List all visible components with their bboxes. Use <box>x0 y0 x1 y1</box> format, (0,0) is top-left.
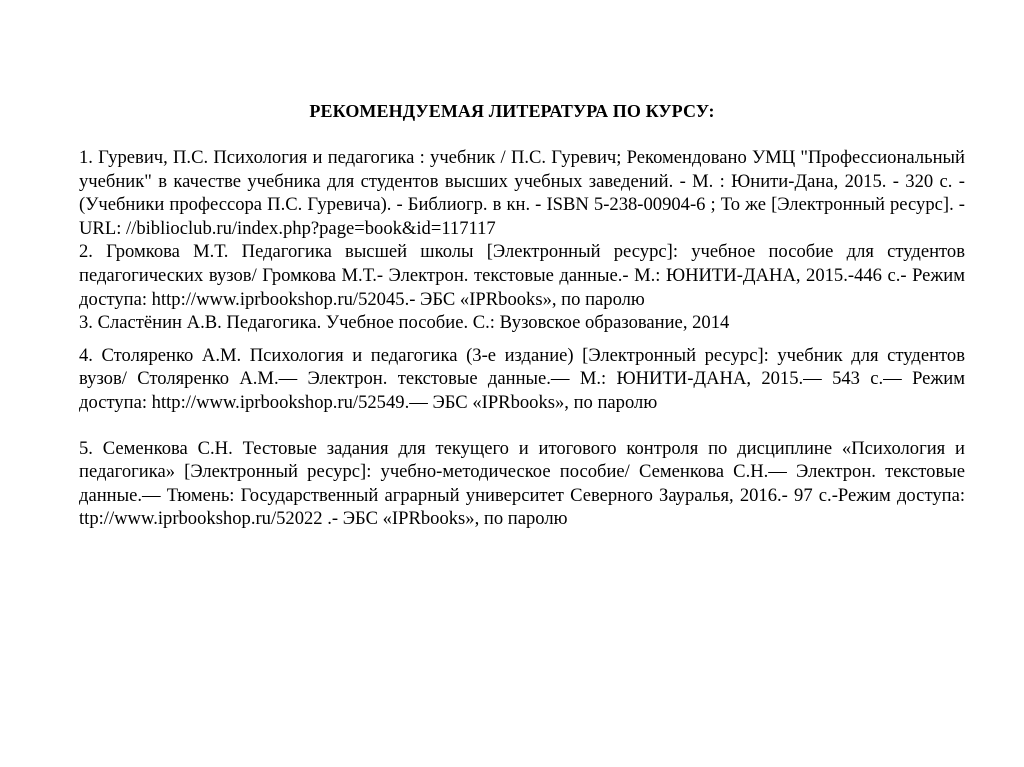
reference-item-5: 5. Семенкова С.Н. Тестовые задания для текущего и итогового контроля по дисциплине «Психология и педагогика» [Электронный ресурс]: учебно-методическое пособие/ Семенкова С.Н.— Электрон. текстовые данные.— Тюмень: Государственный аграрный университет Северного Зауралья, 2016.- 97 с.-Режим доступа: ttp://www.iprbookshop.ru/52022 .- ЭБС «IPRbooks», по паролю <box>79 437 965 530</box>
reference-list <box>79 146 965 531</box>
page-title: РЕКОМЕНДУЕМАЯ ЛИТЕРАТУРА ПО КУРСУ: <box>309 101 715 121</box>
reference-item-3: 3. Сластёнин А.В. Педагогика. Учебное пособие. С.: Вузовское образование, 2014 <box>79 312 730 334</box>
reference-item-2: 2. Громкова М.Т. Педагогика высшей школы [Электронный ресурс]: учебное пособие для студентов педагогических вузов/ Громкова М.Т.- Электрон. текстовые данные.- М.: ЮНИТИ-ДАНА, 2015.-446 с.- Режим доступа: http://www.iprbookshop.ru/52045.- ЭБС «IPRbooks», по паролю <box>79 241 965 310</box>
reference-item-4: 4. Столяренко А.М. Психология и педагогика (3-е издание) [Электронный ресурс]: учебник для студентов вузов/ Столяренко А.М.— Электрон. текстовые данные.— М.: ЮНИТИ-ДАНА, 2015.— 543 с.— Режим доступа: http://www.iprbookshop.ru/52549.— ЭБС «IPRbooks», по паролю <box>79 344 965 413</box>
reference-item-1: 1. Гуревич, П.С. Психология и педагогика : учебник / П.С. Гуревич; Рекомендовано УМЦ "Профессиональный учебник" в качестве учебника для студентов высших учебных заведений. - М. : Юнити-Дана, 2015. - 320 с. - (Учебники профессора П.С. Гуревича). - Библиогр. в кн. - ISBN 5-238-00904-6 ; То же [Электронный ресурс]. - URL: //biblioclub.ru/index.php?page=book&id=117117 <box>79 147 965 239</box>
